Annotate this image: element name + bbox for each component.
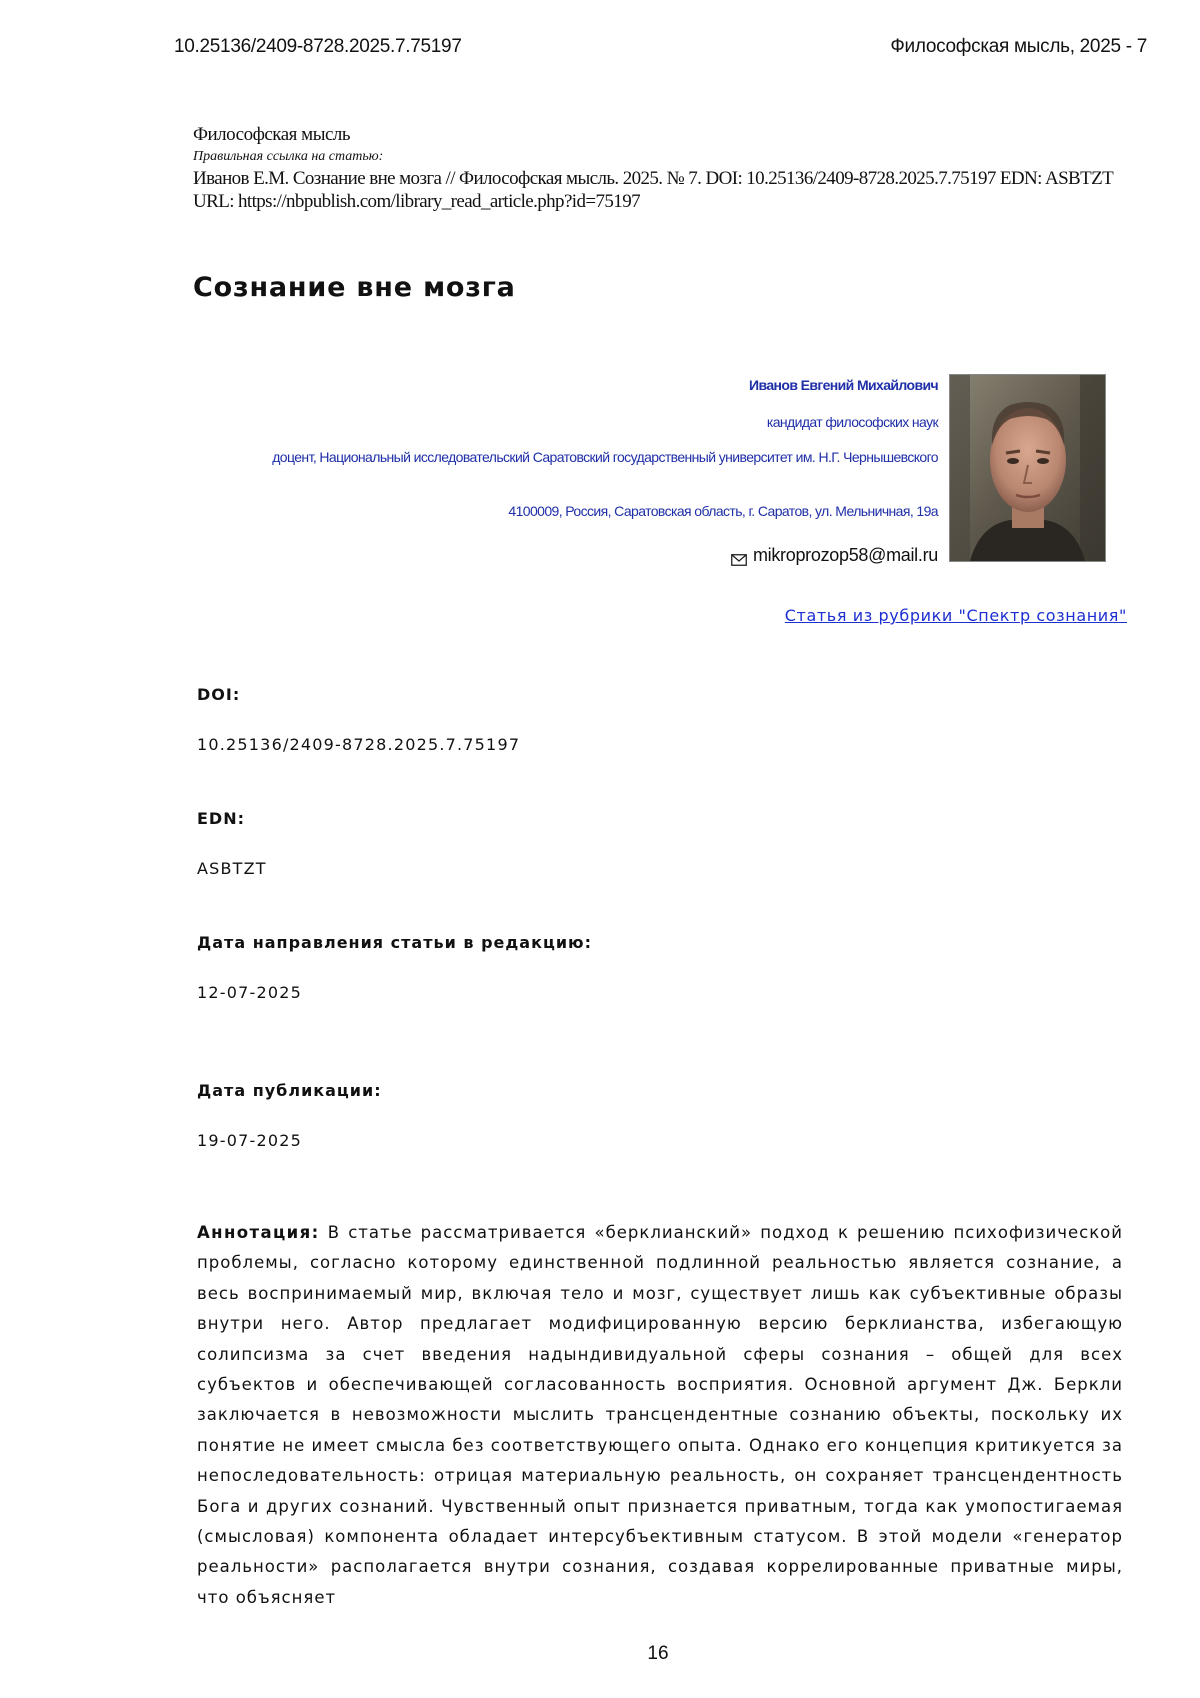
doi-value: 10.25136/2409-8728.2025.7.75197 — [197, 735, 520, 754]
published-value: 19-07-2025 — [197, 1131, 302, 1150]
author-email-text[interactable]: mikroprozop58@mail.ru — [753, 545, 938, 566]
abstract — [197, 1218, 1123, 1613]
page-number: 16 — [0, 1643, 1200, 1665]
rubric-link[interactable]: Статья из рубрики "Спектр сознания" — [785, 606, 1127, 625]
doi-label: DOI: — [197, 685, 240, 704]
citation-label: Правильная ссылка на статью: — [193, 149, 1133, 165]
journal-name: Философская мысль — [193, 124, 1133, 146]
submitted-label: Дата направления статьи в редакцию: — [197, 933, 592, 952]
submitted-value: 12-07-2025 — [197, 983, 302, 1002]
author-email[interactable] — [731, 545, 938, 566]
edn-value: ASBTZT — [197, 859, 267, 878]
running-header-doi: 10.25136/2409-8728.2025.7.75197 — [174, 36, 462, 58]
abstract-label: Аннотация: — [197, 1223, 320, 1242]
mail-icon — [731, 550, 747, 562]
author-photo — [949, 374, 1106, 562]
author-address: 4100009, Россия, Саратовская область, г. Саратов, ул. Мельничная, 19а — [238, 503, 938, 519]
edn-label: EDN: — [197, 809, 245, 828]
published-label: Дата публикации: — [197, 1081, 382, 1100]
citation-text: Иванов Е.М. Сознание вне мозга // Философская мысль. 2025. № 7. DOI: 10.25136/2409-8728.2025.7.75197 EDN: ASBTZT URL: https://nbpublish.com/library_read_article.php?id=75197 — [193, 167, 1133, 213]
author-name: Иванов Евгений Михайлович — [238, 377, 938, 393]
abstract-text: В статье рассматривается «берклианский» подход к решению психофизической проблемы, согласно которому единственной подлинной реальностью является сознание, а весь воспринимаемый мир, включая тело и мозг, существует лишь как субъективные образы внутри него. Автор предлагает модифицированную версию берклианства, избегающую солипсизма за счет введения надындивидуальной сферы сознания – общей для всех субъектов и обеспечивающей согласованность восприятия. Основной аргумент Дж. Беркли заключается в невозможности мыслить трансцендентные сознанию объекты, поскольку их понятие не имеет смысла без соответствующего опыта. Однако его концепция критикуется за непоследовательность: отрицая материальную реальность, он сохраняет трансцендентность Бога и других сознаний. Чувственный опыт признается приватным, тогда как умопостигаемая (смысловая) компонента обладает интерсубъективным статусом. В этой модели «генератор реальности» располагается внутри сознания, создавая коррелированные приватные миры, что объясняет — [197, 1223, 1123, 1607]
article-title: Сознание вне мозга — [193, 272, 516, 303]
running-header-journal-issue: Философская мысль, 2025 - 7 — [890, 36, 1147, 58]
author-degree: кандидат философских наук — [238, 414, 938, 430]
author-position: доцент, Национальный исследовательский Саратовский государственный университет им. Н.Г. Чернышевского — [238, 449, 938, 466]
